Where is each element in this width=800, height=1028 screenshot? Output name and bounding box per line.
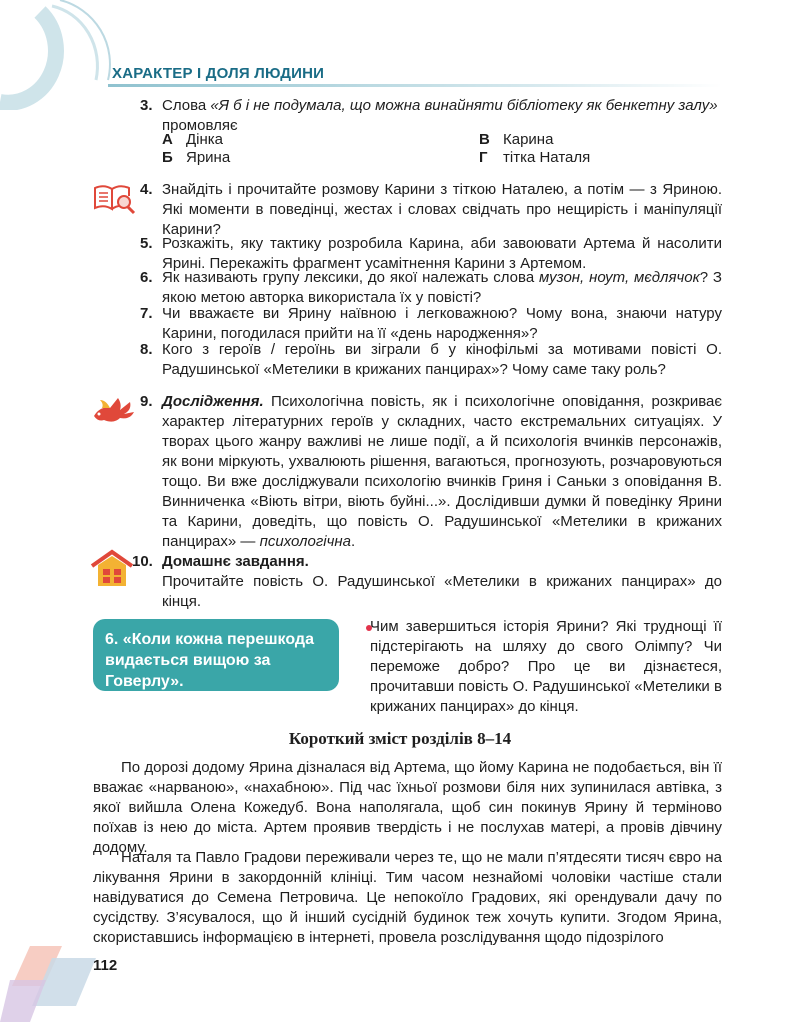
- question-number: 8.: [140, 341, 153, 358]
- question-number: 9.: [140, 393, 153, 410]
- homework-label: Домашнє завдання.: [162, 553, 309, 570]
- option-letter: Г: [479, 149, 488, 166]
- option-label: Дінка: [186, 131, 224, 148]
- pegasus-icon: [90, 392, 138, 426]
- question-8: [140, 340, 722, 380]
- question-text: [162, 96, 722, 136]
- option-letter: В: [479, 131, 490, 148]
- page-number: 112: [93, 957, 118, 974]
- question-7: [140, 304, 722, 344]
- book-magnifier-icon: [92, 182, 136, 216]
- question-number: 3.: [140, 97, 153, 114]
- question-end: .: [350, 533, 356, 550]
- option-label: Карина: [503, 131, 554, 148]
- question-term: психологічна: [259, 533, 351, 550]
- bullet-text: Чим завершиться історія Ярини? Які труднощі її підстерігають на шляху до свого Олімпу? Чи переможе добро? Про це ви дізнаєтеся, прочитавши повість О. Радушинської «Метелики в крижаних панцирах» до кінця.: [370, 618, 722, 715]
- question-text: Розкажіть, яку тактику розробила Карина, аби завоювати Артема й насолити Ярині. Перекажіть фрагмент усамітнення Карини з Артемом.: [162, 235, 722, 272]
- option-g: [479, 148, 590, 168]
- summary-paragraph-1: По дорозі додому Ярина дізналася від Артема, що йому Карина не подобається, він її вважає «нарваною», «нахабною». Під час їхньої розмови біля них зупинилася автівка, з якої вийшла Олена Кожедуб. Вона наполягала, щоб син покинув Ярину й терміново поїхав із нею до міста. Артем проявив твердість і не послухав матері, а провів дівчину додому.: [93, 759, 722, 856]
- question-text: [162, 552, 722, 612]
- question-number: 6.: [140, 269, 153, 286]
- option-letter: Б: [162, 149, 173, 166]
- question-prefix: Слова: [162, 97, 211, 114]
- question-6: [140, 268, 722, 308]
- section-heading: 6. «Коли кожна перешкода видається вищою за Говерлу».: [105, 631, 314, 690]
- question-text-before: Як називають групу лексики, до якої належать слова: [162, 269, 540, 286]
- question-number: 4.: [140, 181, 153, 198]
- question-text: [162, 392, 722, 552]
- question-number: 5.: [140, 235, 153, 252]
- question-quote: «Я б і не подумала, що можна винайняти бібліотеку як бенкетну залу»: [210, 97, 718, 114]
- research-label: Дослідження.: [162, 393, 264, 410]
- question-9: [140, 392, 722, 552]
- summary-title: Короткий зміст розділів 8–14: [288, 729, 512, 748]
- question-text: [162, 268, 722, 308]
- option-letter: А: [162, 131, 173, 148]
- option-b: [162, 148, 230, 168]
- header-divider: [108, 84, 722, 87]
- question-number: 7.: [140, 305, 153, 322]
- corner-decoration: [0, 940, 100, 1028]
- option-label: тітка Наталя: [503, 149, 591, 166]
- option-v: [479, 130, 553, 150]
- section-heading-box: [93, 619, 339, 691]
- option-a: [162, 130, 223, 150]
- question-10: [132, 552, 722, 612]
- question-text: Кого з героїв / героїнь ви зіграли б у кінофільмі за мотивами повісті О. Радушинської «Метелики в крижаних панцирах»? Чому саме таку роль?: [162, 341, 722, 378]
- question-number: 10.: [132, 553, 153, 570]
- homework-text: Прочитайте повість О. Радушинської «Метелики в крижаних панцирах» до кінця.: [162, 573, 722, 610]
- question-text-after: ? З якою метою авторка використала їх у повісті?: [162, 269, 722, 306]
- question-words: музон, ноут, мєдлячок: [539, 269, 700, 286]
- option-label: Ярина: [186, 149, 231, 166]
- summary-paragraph-2: Наталя та Павло Градови переживали через те, що не мали п’ятдесяти тисяч євро на лікування Ярини в закордонній клініці. Тим часом незнайомі чоловіки частіше стали навідуватися до Семена Петровича. Це непокоїло Градових, які орендували дачу по сусідству. З’ясувалося, що й інший сусідній будинок теж хочуть купити. Згодом Ярина, скориставшись інформацією в інтернеті, провела розслідування щодо підозрілого: [93, 849, 722, 946]
- question-body: Психологічна повість, як і психологічне оповідання, розкриває характер літературних героїв у складних, часто екстремальних ситуаціях. У творах цього жанру важливі не лише події, а й психологія вчинків персонажів, як вони міркують, ухвалюють рішення, вагаються, прогнозують, розчаровуються тощо. Ви вже досліджували психологію вчинків Гриня і Саньки з оповідання В. Винниченка «Віють вітри, віють буйні...». Дослідивши думки й поведінку Ярини та Карини, доведіть, що повість О. Радушинської «Метелики в крижаних панцирах» —: [162, 393, 722, 550]
- question-text: Знайдіть і прочитайте розмову Карини з тіткою Наталею, а потім — з Яриною. Які моменти в поведінці, жестах і словах свідчать про нещирість і маніпуляції Карини?: [162, 181, 722, 238]
- question-3: [140, 96, 722, 136]
- question-4: [140, 180, 722, 240]
- question-suffix: промовляє: [162, 117, 238, 134]
- header-arc-decoration: [0, 0, 120, 110]
- house-icon: [90, 548, 134, 588]
- chapter-title: ХАРАКТЕР І ДОЛЯ ЛЮДИНИ: [112, 65, 325, 82]
- question-text: Чи вважаєте ви Ярину наївною і легковажною? Чому вона, знаючи натуру Карини, погодилася прийти на її «день народження»?: [162, 305, 722, 342]
